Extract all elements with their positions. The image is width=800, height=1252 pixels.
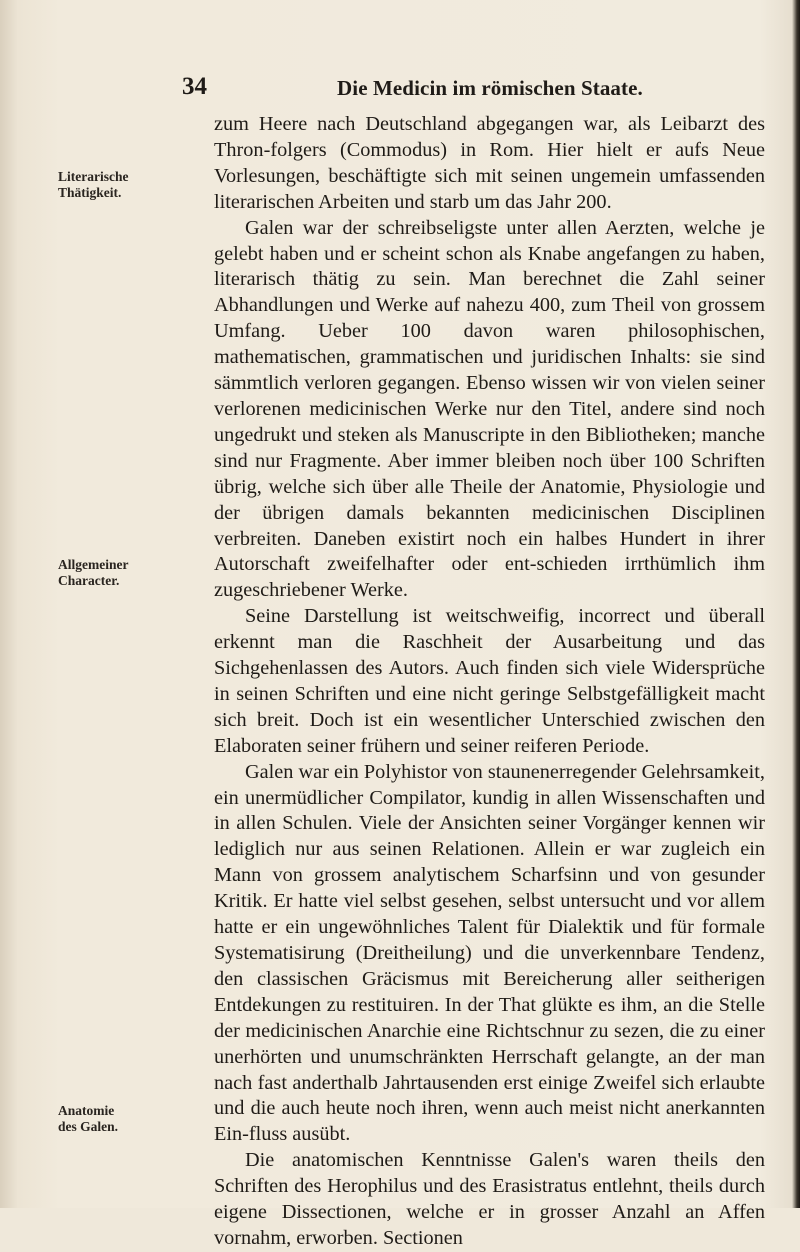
marginal-note-allgemeiner-character bbox=[58, 557, 178, 589]
marginal-note-line: Literarische bbox=[58, 169, 129, 184]
running-title: Die Medicin im römischen Staate. bbox=[337, 76, 643, 100]
body-text bbox=[214, 112, 765, 1252]
marginal-note-line: des Galen. bbox=[58, 1119, 119, 1134]
marginal-note-line: Thätigkeit. bbox=[58, 185, 122, 200]
marginal-note-line: Character. bbox=[58, 573, 120, 588]
page-header bbox=[182, 73, 742, 103]
paragraph: zum Heere nach Deutschland abgegangen war, als Leibarzt des Thron-folgers (Commodus) in Rom. Hier hielt er aufs Neue Vorlesungen, beschäftigte sich mit seinen ungemein umfassenden literarischen Arbeiten und starb um das Jahr 200. bbox=[214, 113, 765, 213]
marginal-note-line: Anatomie bbox=[58, 1103, 115, 1118]
paragraph: Galen war ein Polyhistor von staunenerregender Gelehrsamkeit, ein unermüdlicher Compilator, kundig in allen Wissenschaften und in allen Schulen. Viele der Ansichten seiner Vorgänger kennen wir lediglich nur aus seinen Relationen. Allein er war zugleich ein Mann von grossem analytischem Scharfsinn und von gesunder Kritik. Er hatte viel selbst gesehen, selbst untersucht und vor allem hatte er ein ungewöhnliches Talent für Dialektik und für formale Systematisirung (Dreitheilung) und die unverkennbare Tendenz, den classischen Gräcismus mit Bereicherung aller seitherigen Entdekungen zu restituiren. In der That glükte es ihm, an die Stelle der medicinischen Anarchie eine Richtschnur zu sezen, die zu einer unerhörten und unumschränkten Herrschaft gelangte, an der man nach fast anderthalb Jahrtausenden erst einige Zweifel sich erlaubte und die auch heute noch ihren, wenn auch meist nicht anerkannten Ein-fluss ausübt. bbox=[214, 760, 765, 1146]
page-number: 34 bbox=[182, 73, 207, 100]
paragraph: Die anatomischen Kenntnisse Galen's waren theils den Schriften des Herophilus und des Erasistratus entlehnt, theils durch eigene Dissectionen, welche er in grosser Anzahl an Affen vornahm, erworben. Sectionen bbox=[214, 1149, 765, 1249]
paragraph: Galen war der schreibseligste unter allen Aerzten, welche je gelebt haben und er scheint schon als Knabe angefangen zu haben, literarisch thätig zu sein. Man berechnet die Zahl seiner Abhandlungen und Werke auf nahezu 400, zum Theil von grossem Umfang. Ueber 100 davon waren philosophischen, mathematischen, grammatischen und juridischen Inhalts: sie sind sämmtlich verloren gegangen. Ebenso wissen wir von vielen seiner verlorenen medicinischen Werke nur den Titel, andere sind noch ungedrukt und steken als Manuscripte in den Bibliotheken; manche sind nur Fragmente. Aber immer bleiben noch über 100 Schriften übrig, welche sich über alle Theile der Anatomie, Physiologie und der übrigen damals bekannten medicinischen Disciplinen verbreiten. Daneben existirt noch ein halbes Hundert in ihrer Autorschaft zweifelhafter oder ent-schieden irrthümlich ihm zugeschriebener Werke. bbox=[214, 216, 765, 602]
marginal-note-anatomie-des-galen bbox=[58, 1103, 178, 1135]
marginal-note-literarische-thaetigkeit bbox=[58, 169, 178, 201]
marginal-note-line: Allgemeiner bbox=[58, 557, 129, 572]
paragraph: Seine Darstellung ist weitschweifig, incorrect und überall erkennt man die Raschheit der Ausarbeitung und das Sichgehenlassen des Autors. Auch finden sich viele Widersprüche in seinen Schriften und eine nicht geringe Selbstgefälligkeit macht sich breit. Doch ist ein wesentlicher Unterschied zwischen den Elaboraten seiner frühern und seiner reiferen Periode. bbox=[214, 605, 765, 757]
